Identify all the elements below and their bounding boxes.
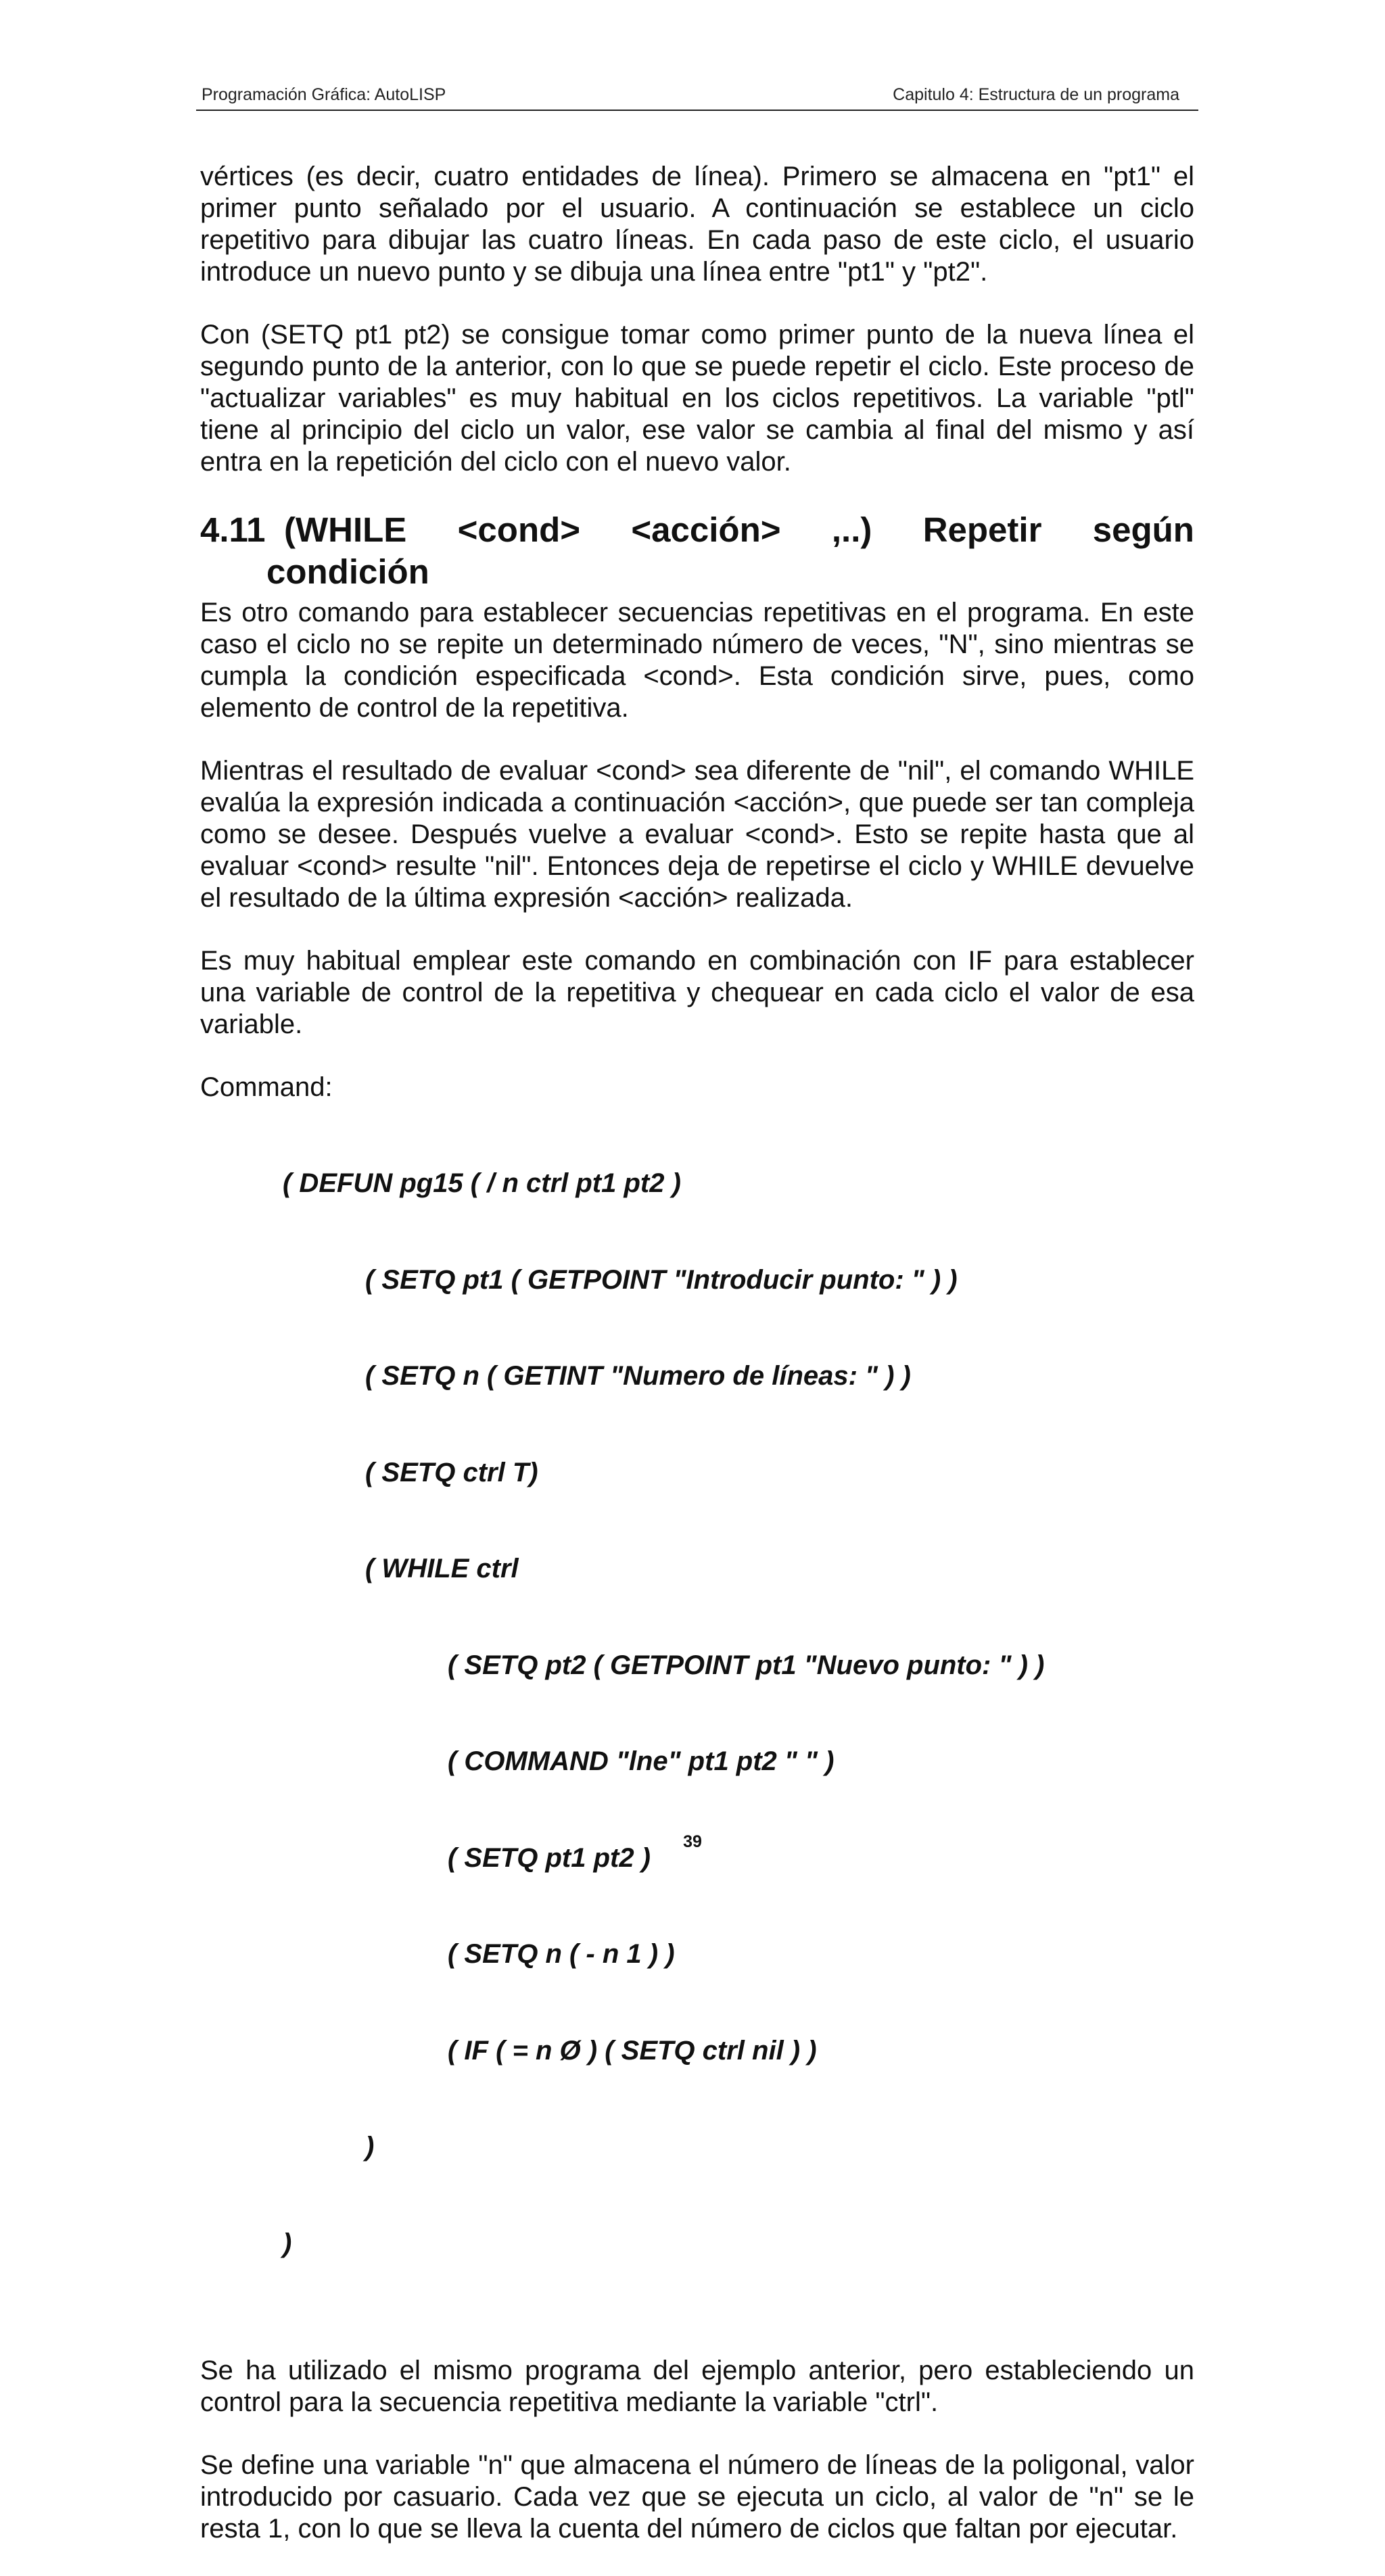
paragraph: Es otro comando para establecer secuencias repetitivas en el programa. En este caso el ciclo no se repite un determinado número de veces, "N", sino mientras se cumpla la condición especificada <cond>. Esta condición sirve, pues, como elemento de control de la repetitiva. [200,598,1194,723]
code-line: ) [283,2228,292,2258]
code-line: ) [365,2132,375,2162]
section-title-word: <acción> [631,510,781,549]
paragraph: Se ha utilizado el mismo programa del ejemplo anterior, pero estableciendo un control para la secuencia repetitiva mediante la variable "ctrl". [200,2356,1194,2417]
section-title-word: <cond> [457,510,581,549]
section-title-line [284,509,1194,551]
code-line: ( IF ( = n Ø ) ( SETQ ctrl nil ) ) [448,2035,817,2066]
code-block [200,1103,1194,2324]
section-title-word: según [1092,510,1194,549]
code-line: ( SETQ pt1 pt2 ) [448,1842,651,1873]
page-header [196,80,1198,111]
header-book-title: Programación Gráfica: AutoLISP [202,85,446,104]
code-line: ( SETQ pt2 ( GETPOINT pt1 "Nuevo punto: " ) ) [448,1650,1045,1680]
paragraph: Se define una variable "n" que almacena el número de líneas de la poligonal, valor introducido por casuario. Cada vez que se ejecuta un ciclo, al valor de "n" se le resta 1, con lo que se lleva la cuenta del número de ciclos que faltan por ejecutar. [200,2450,1194,2544]
page-content [200,161,1194,2576]
section-heading [200,509,1194,593]
section-title-word: ,..) [831,510,872,549]
paragraph: Mientras el resultado de evaluar <cond> sea diferente de "nil", el comando WHILE evalúa la expresión indicada a continuación <acción>, que puede ser tan compleja como se desee. Después vuelve a evaluar <cond>. Esto se repite hasta que al evaluar <cond> resulte "nil". Entonces deja de repetirse el ciclo y WHILE devuelve el resultado de la última expresión <acción> realizada. [200,756,1194,913]
page-number: 39 [683,1832,702,1851]
section-title-continuation: condición [266,552,429,591]
command-label: Command: [200,1072,333,1102]
code-line: ( DEFUN pg15 ( / n ctrl pt1 pt2 ) [283,1168,681,1198]
paragraph: Con (SETQ pt1 pt2) se consigue tomar como primer punto de la nueva línea el segundo punto de la anterior, con lo que se puede repetir el ciclo. Este proceso de "actualizar variables" es muy habitual en los ciclos repetitivos. La variable "ptl" tiene al principio del ciclo un valor, ese valor se cambia al final del mismo y así entra en la repetición del ciclo con el nuevo valor. [200,320,1194,477]
code-line: ( SETQ ctrl T) [365,1457,538,1487]
section-title-word: Repetir [922,510,1042,549]
section-title-word: (WHILE [284,510,407,549]
paragraph: Es muy habitual emplear este comando en combinación con IF para establecer una variable de control de la repetitiva y chequear en cada ciclo el valor de esa variable. [200,946,1194,1039]
header-chapter-title: Capitulo 4: Estructura de un programa [893,85,1179,104]
code-line: ( SETQ pt1 ( GETPOINT "Introducir punto: " ) ) [365,1264,958,1295]
section-number: 4.11 [200,510,266,549]
code-line: ( COMMAND "lne" pt1 pt2 " " ) [448,1746,835,1776]
code-line: ( SETQ n ( - n 1 ) ) [448,1939,675,1969]
code-line: ( WHILE ctrl [365,1554,519,1583]
paragraph: vértices (es decir, cuatro entidades de línea). Primero se almacena en "pt1" el primer punto señalado por el usuario. A continuación se establece un ciclo repetitivo para dibujar las cuatro líneas. En cada paso de este ciclo, el usuario introduce un nuevo punto y se dibuja una línea entre "pt1" y "pt2". [200,162,1194,287]
code-line: ( SETQ n ( GETINT "Numero de líneas: " ) ) [365,1361,911,1391]
